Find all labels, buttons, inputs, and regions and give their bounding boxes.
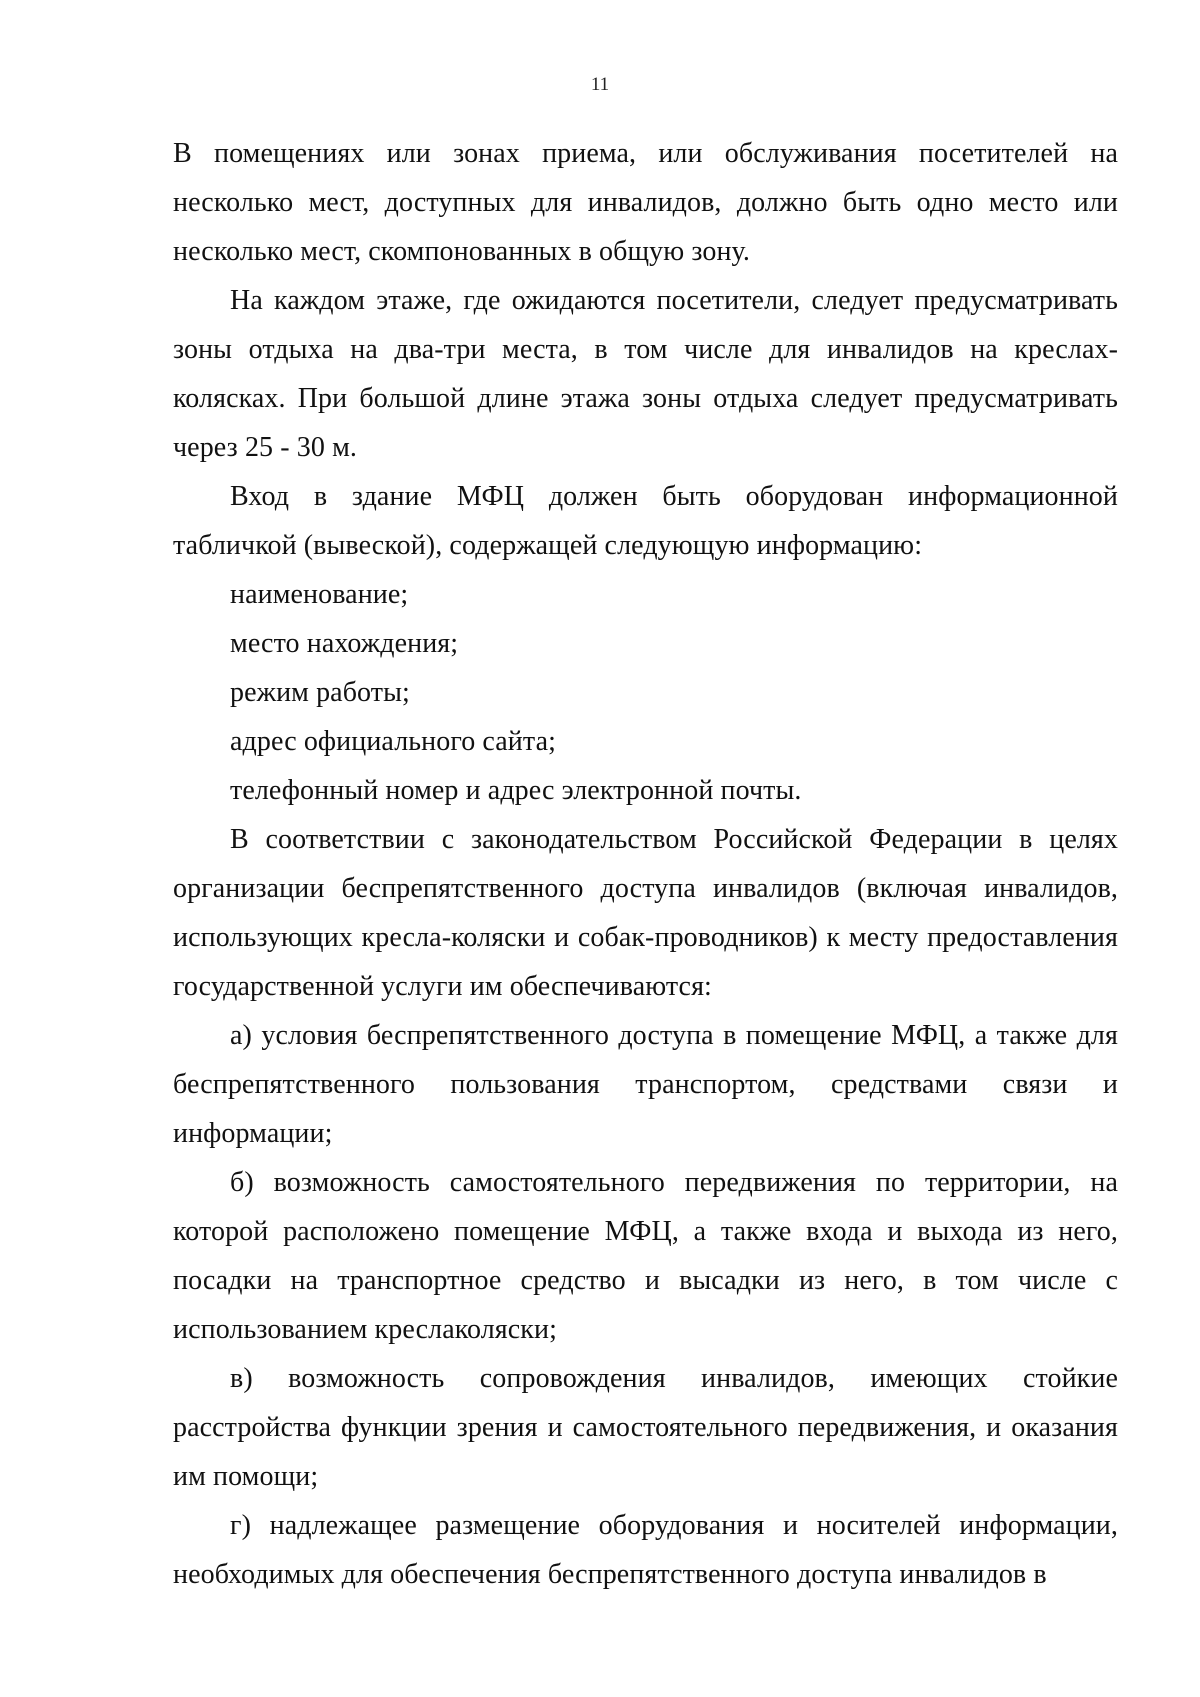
- paragraph-item-a: а) условия беспрепятственного доступа в помещение МФЦ, а также для беспрепятственного пользования транспортом, средствами связи и информации;: [173, 1020, 1118, 1149]
- paragraph-rest-zones: На каждом этаже, где ожидаются посетители, следует предусматривать зоны отдыха на два-три места, в том числе для инвалидов на креслах-колясках. При большой длине этажа зоны отдыха следует предусматривать через 25 - 30 м.: [173, 285, 1118, 463]
- paragraph-entrance-sign: Вход в здание МФЦ должен быть оборудован информационной табличкой (вывеской), содержащей следующую информацию:: [173, 481, 1118, 561]
- paragraph-item-v: в) возможность сопровождения инвалидов, имеющих стойкие расстройства функции зрения и самостоятельного передвижения, и оказания им помощи;: [173, 1363, 1118, 1492]
- paragraph-service-zones: В помещениях или зонах приема, или обслуживания посетителей на несколько мест, доступных для инвалидов, должно быть одно место или несколько мест, скомпонованных в общую зону.: [173, 138, 1118, 267]
- paragraph-item-b: б) возможность самостоятельного передвижения по территории, на которой расположено помещение МФЦ, а также входа и выхода из него, посадки на транспортное средство и высадки из него, в том числе с использованием креслаколяски;: [173, 1167, 1118, 1345]
- paragraph-item-g: г) надлежащее размещение оборудования и носителей информации, необходимых для обеспечения беспрепятственного доступа инвалидов в: [173, 1510, 1118, 1590]
- list-item-location: место нахождения;: [230, 628, 459, 659]
- list-item-work-hours: режим работы;: [230, 677, 410, 708]
- list-item-contacts: телефонный номер и адрес электронной почты.: [230, 775, 802, 806]
- paragraph-accessibility-intro: В соответствии с законодательством Российской Федерации в целях организации беспрепятственного доступа инвалидов (включая инвалидов, использующих кресла-коляски и собак-проводников) к месту предоставления государственной услуги им обеспечиваются:: [173, 824, 1118, 1002]
- document-body: [173, 129, 1118, 1599]
- list-item-name: наименование;: [230, 579, 409, 610]
- page-number: 11: [590, 74, 610, 95]
- list-item-website: адрес официального сайта;: [230, 726, 556, 757]
